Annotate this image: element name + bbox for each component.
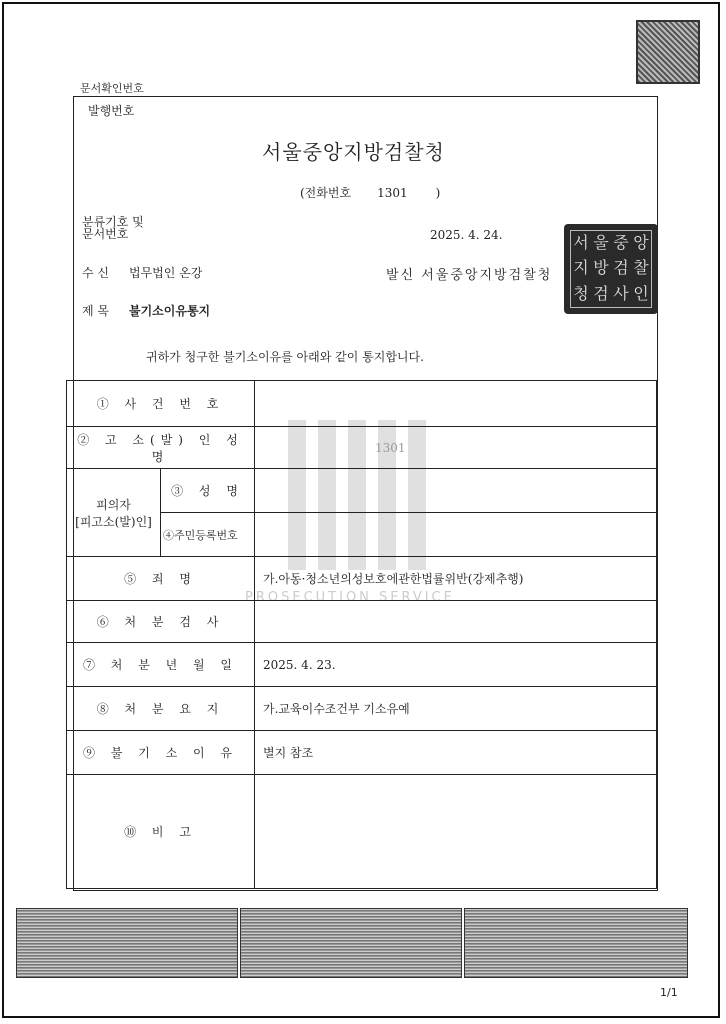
redacted-strip <box>464 908 688 978</box>
seal-char: 사 <box>613 283 629 303</box>
case-no-label: ① 사 건 번 호 <box>67 381 255 427</box>
seal-char: 검 <box>593 283 609 303</box>
recipient-value: 법무법인 온강 <box>129 266 203 280</box>
page-number: 1/1 <box>660 986 678 999</box>
disposal-summary-value: 가.교육이수조건부 기소유예 <box>255 687 657 731</box>
redacted-strip <box>16 908 238 978</box>
table-row <box>67 775 657 889</box>
phone-line <box>300 184 440 201</box>
complainant-label: ② 고 소(발) 인 성 명 <box>67 427 255 469</box>
subject-value: 불기소이유통지 <box>129 304 211 318</box>
classification-label-line2: 문서번호 <box>82 227 129 241</box>
subject-row <box>82 302 210 319</box>
table-row <box>67 731 657 775</box>
remarks-value <box>255 775 657 889</box>
offense-label: ⑤ 죄 명 <box>67 557 255 601</box>
org-title: 서울중앙지방검찰청 <box>262 140 445 164</box>
suspect-cell <box>67 469 161 557</box>
doc-check-label: 문서확인번호 <box>80 82 144 95</box>
prosecutor-value <box>255 601 657 643</box>
seal-char: 방 <box>593 258 609 278</box>
subject-label: 제 목 <box>82 304 109 318</box>
issue-no-label: 발행번호 <box>88 104 135 118</box>
case-no-value <box>255 381 657 427</box>
classification-label-line1: 분류기호 및 <box>82 215 144 229</box>
document-date: 2025. 4. 24. <box>430 228 503 242</box>
disposal-date-label: ⑦ 처 분 년 월 일 <box>67 643 255 687</box>
recipient-label: 수 신 <box>82 266 109 280</box>
phone-close: ) <box>435 186 441 200</box>
suspect-sublabel: [피고소(발)인] <box>75 514 152 529</box>
seal-char: 서 <box>573 233 589 252</box>
table-row <box>67 643 657 687</box>
suspect-label: 피의자 <box>96 497 131 512</box>
name-value <box>255 469 657 513</box>
sender: 발신 서울중앙지방검찰청 <box>386 268 553 283</box>
remarks-label: ⑩ 비 고 <box>67 775 255 889</box>
phone-label: (전화번호 <box>300 186 352 200</box>
table-row <box>67 687 657 731</box>
table-row <box>67 381 657 427</box>
seal-char: 울 <box>593 233 609 252</box>
seal-char: 지 <box>573 258 589 278</box>
rrn-value <box>255 513 657 557</box>
reason-value: 별지 참조 <box>255 731 657 775</box>
recipient-row <box>82 264 202 281</box>
disposal-summary-label: ⑧ 처 분 요 지 <box>67 687 255 731</box>
qr-code <box>636 20 700 84</box>
seal-char: 중 <box>613 233 629 252</box>
seal-char: 청 <box>573 283 589 303</box>
disposal-date-value: 2025. 4. 23. <box>255 643 657 687</box>
offense-value: 가.아동·청소년의성보호에관한법률위반(강제추행) <box>255 557 657 601</box>
table-row <box>67 469 657 513</box>
prosecutor-label: ⑥ 처 분 검 사 <box>67 601 255 643</box>
complainant-value: 1301 <box>255 427 657 469</box>
notice-table <box>66 380 657 889</box>
reason-label: ⑨ 불 기 소 이 유 <box>67 731 255 775</box>
table-row <box>67 427 657 469</box>
seal-char: 검 <box>613 258 629 278</box>
watermark-text: PROSECUTION SERVICE <box>245 590 455 605</box>
intro-text: 귀하가 청구한 불기소이유를 아래와 같이 통지합니다. <box>146 350 424 364</box>
official-seal <box>564 224 658 314</box>
classification-label <box>82 216 164 240</box>
rrn-label: ④주민등록번호 <box>161 513 255 557</box>
seal-char: 앙 <box>633 233 649 252</box>
table-row <box>67 557 657 601</box>
name-label: ③ 성 명 <box>161 469 255 513</box>
seal-char: 인 <box>633 283 649 303</box>
phone-value: 1301 <box>377 186 408 200</box>
table-row <box>67 601 657 643</box>
redacted-strip <box>240 908 462 978</box>
seal-char: 찰 <box>633 258 649 278</box>
